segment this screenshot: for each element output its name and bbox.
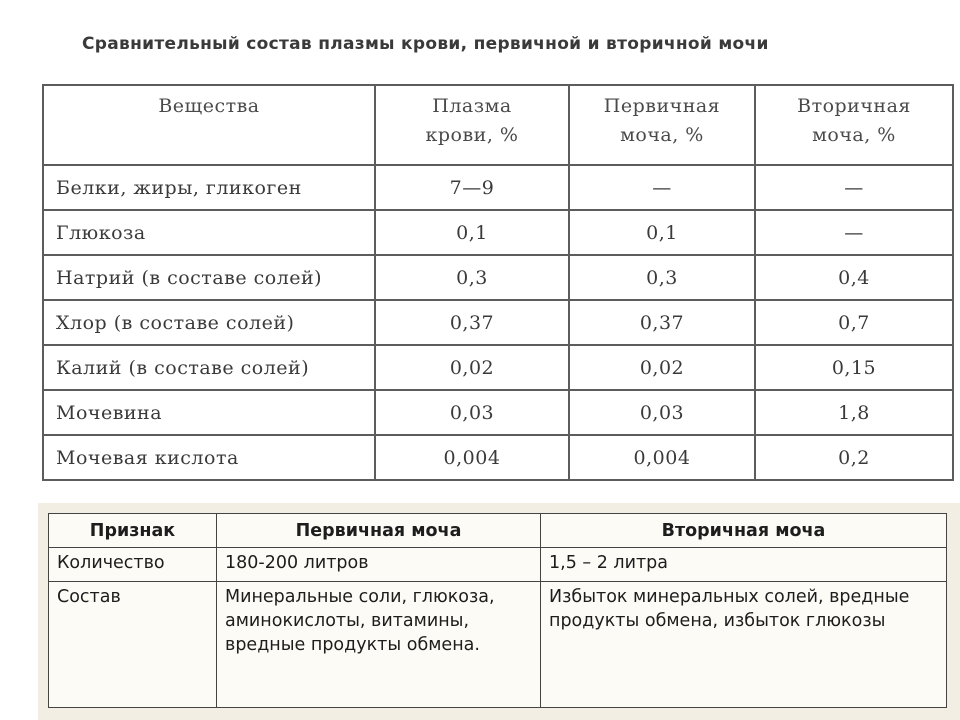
header-plasma [375,85,569,165]
cell-primary: 0,1 [569,210,755,255]
cell-substance: Мочевина [43,390,375,435]
cell-substance: Белки, жиры, гликоген [43,165,375,210]
composition-table [42,84,954,481]
table-row [43,255,953,300]
cell-substance: Мочевая кислота [43,435,375,480]
header-primary-line2: моча, % [620,124,704,146]
header-secondary-line1: Вторичная [797,95,911,117]
table-row [49,548,947,582]
cell-substance: Натрий (в составе солей) [43,255,375,300]
header-substance [43,85,375,165]
header-secondary [755,85,953,165]
cell-plasma: 0,03 [375,390,569,435]
table-header-row [49,514,947,548]
cell-primary-urine: Минеральные соли, глюкоза, аминокислоты, витамины, вредные продукты обмена. [217,582,541,708]
cell-plasma: 7—9 [375,165,569,210]
table-row [49,582,947,708]
cell-substance: Глюкоза [43,210,375,255]
header-secondary-urine: Вторичная моча [541,514,947,548]
cell-secondary: 0,4 [755,255,953,300]
cell-plasma: 0,1 [375,210,569,255]
header-plasma-line2: крови, % [425,124,519,146]
cell-secondary: 0,15 [755,345,953,390]
page-title: Сравнительный состав плазмы крови, первичной и вторичной мочи [82,34,769,54]
cell-primary: 0,3 [569,255,755,300]
header-primary [569,85,755,165]
header-secondary-line2: моча, % [812,124,896,146]
comparison-table [48,513,947,708]
cell-plasma: 0,3 [375,255,569,300]
table-row [43,435,953,480]
cell-primary: 0,004 [569,435,755,480]
header-feature: Признак [49,514,217,548]
header-primary-line1: Первичная [603,95,721,117]
cell-plasma: 0,37 [375,300,569,345]
cell-secondary: 0,2 [755,435,953,480]
cell-substance: Хлор (в составе солей) [43,300,375,345]
header-plasma-line1: Плазма [432,95,512,117]
cell-primary: 0,37 [569,300,755,345]
cell-secondary-urine: Избыток минеральных солей, вредные продукты обмена, избыток глюкозы [541,582,947,708]
table-row [43,345,953,390]
cell-plasma: 0,02 [375,345,569,390]
cell-plasma: 0,004 [375,435,569,480]
header-primary-urine: Первичная моча [217,514,541,548]
cell-secondary: 1,8 [755,390,953,435]
cell-secondary: — [755,165,953,210]
cell-primary-urine: 180-200 литров [217,548,541,582]
cell-feature: Состав [49,582,217,708]
cell-secondary: — [755,210,953,255]
cell-substance: Калий (в составе солей) [43,345,375,390]
table-header-row [43,85,953,165]
cell-primary: 0,02 [569,345,755,390]
cell-primary: 0,03 [569,390,755,435]
table-row [43,210,953,255]
cell-feature: Количество [49,548,217,582]
table-row [43,390,953,435]
header-substance-label: Вещества [158,95,260,117]
comparison-table-panel [38,503,960,720]
cell-secondary-urine: 1,5 – 2 литра [541,548,947,582]
cell-primary: — [569,165,755,210]
table-row [43,300,953,345]
table-row [43,165,953,210]
cell-secondary: 0,7 [755,300,953,345]
